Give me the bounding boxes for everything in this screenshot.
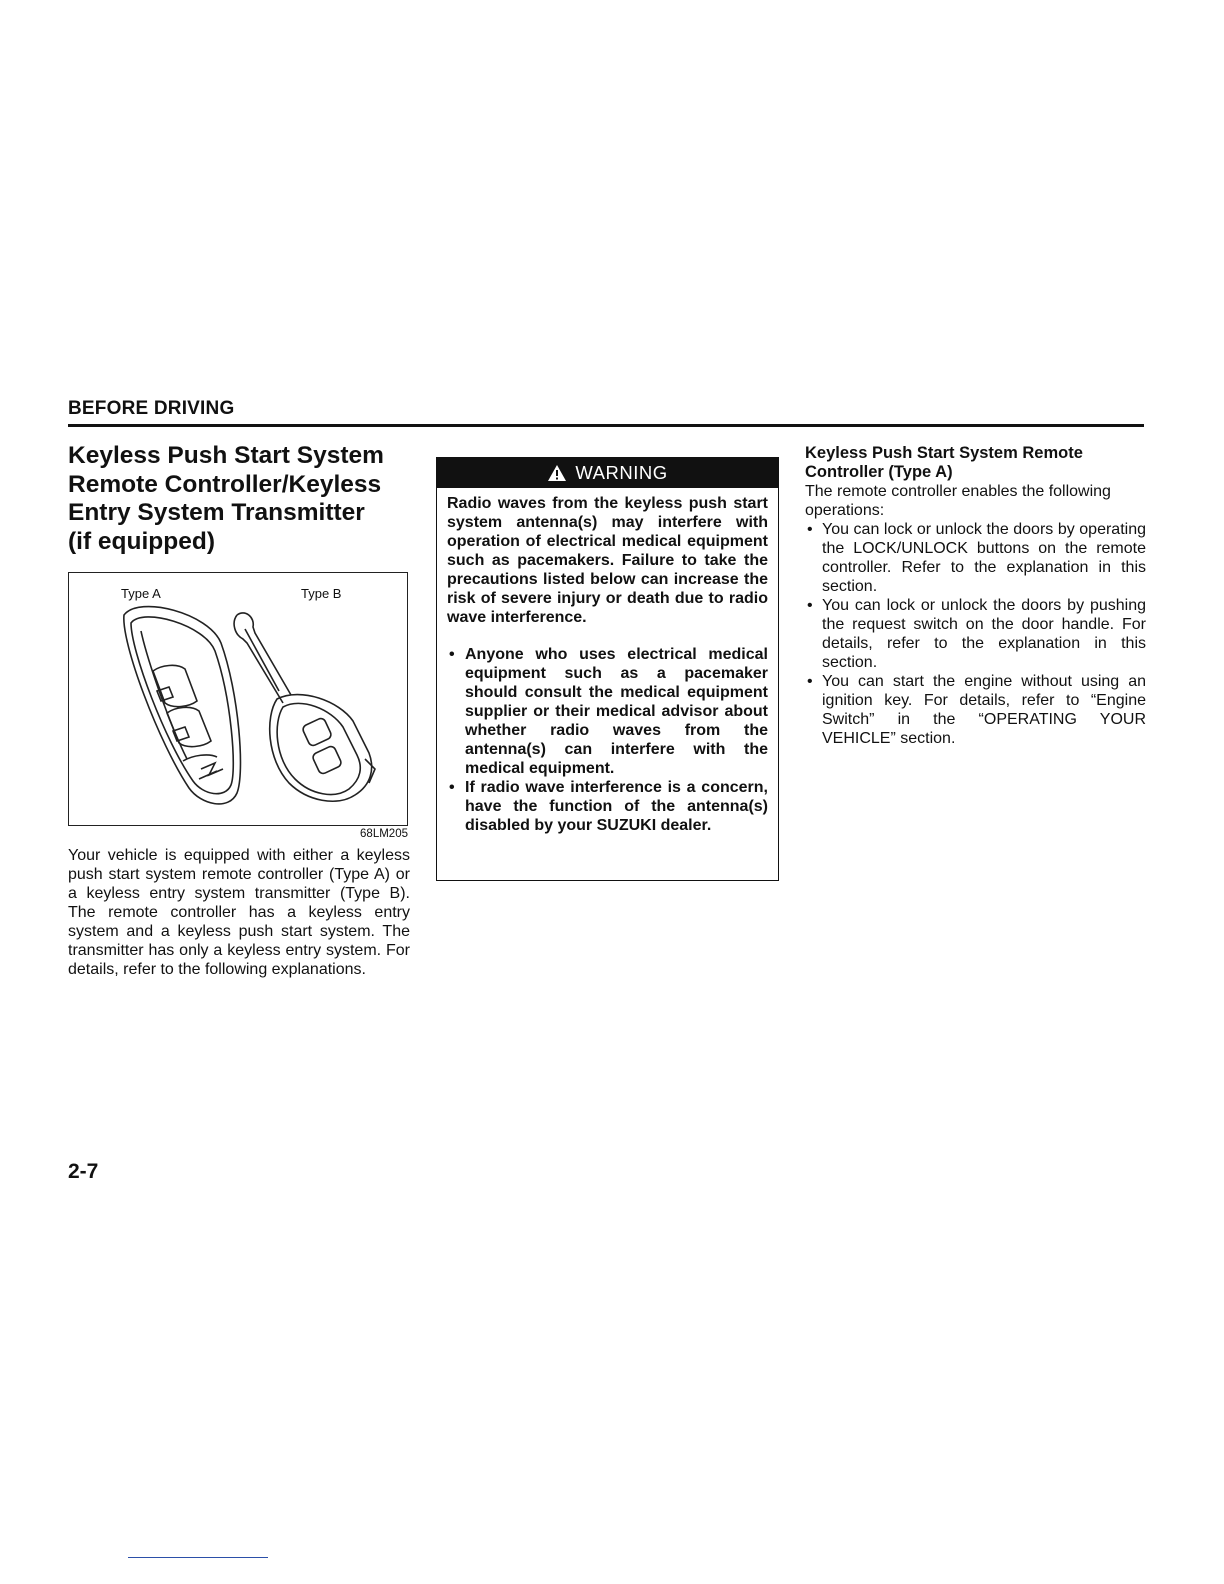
warning-triangle-icon <box>547 464 567 482</box>
warning-body <box>437 488 778 835</box>
warning-item: • If radio wave interference is a concern, have the function of the antenna(s) disabled by your SUZUKI dealer. <box>447 778 768 835</box>
warning-header <box>437 458 778 488</box>
intro-paragraph: Your vehicle is equipped with either a keyless push start system remote controller (Type A) or a keyless entry system transmitter (Type B). The remote controller has a keyless entry system and a keyless push start system. The transmitter has only a keyless entry system. For details, refer to the following explanations. <box>68 847 410 978</box>
type-b-label: Type B <box>301 586 342 601</box>
left-column <box>68 442 410 979</box>
right-intro: The remote controller enables the following operations: <box>805 483 1111 519</box>
warning-paragraph: Radio waves from the keyless push start system antenna(s) may interfere with operation of electrical medical equipment such as pacemakers. Failure to take the precautions listed below can increase the risk of severe injury or death due to radio wave interference. <box>447 495 768 626</box>
right-column <box>805 444 1146 748</box>
sub-heading-line: Controller (Type A) <box>805 463 953 481</box>
transmitter-key-icon <box>234 613 375 801</box>
operations-list <box>805 520 1146 748</box>
page-title <box>68 442 410 556</box>
operation-item: • You can start the engine without using an ignition key. For details, refer to “Engine Switch” in the “OPERATING YOUR VEHICLE” section. <box>805 672 1146 748</box>
type-a-label: Type A <box>121 586 161 601</box>
warning-title: WARNING <box>575 462 668 483</box>
warning-item: • Anyone who uses electrical medical equipment such as a pacemaker should consult the medical equipment supplier or their medical advisor about whether radio waves from the antenna(s) can interfere with the medical equipment. <box>447 645 768 778</box>
page-number: 2-7 <box>68 1160 99 1183</box>
title-line: Remote Controller/Keyless <box>68 470 382 498</box>
operation-item: • You can lock or unlock the doors by operating the LOCK/UNLOCK buttons on the remote controller. Refer to the explanation in this section. <box>805 520 1146 596</box>
title-line: Entry System Transmitter <box>68 499 365 526</box>
title-line: Keyless Push Start System <box>68 442 384 469</box>
figure-code: 68LM205 <box>360 828 408 840</box>
key-drawing <box>69 573 406 824</box>
title-line: (if equipped) <box>68 527 215 555</box>
warning-box <box>436 457 779 881</box>
warning-list <box>447 645 768 835</box>
section-header: BEFORE DRIVING <box>68 398 1144 427</box>
sub-heading <box>805 444 1146 482</box>
key-illustration <box>68 572 408 826</box>
operation-item: • You can lock or unlock the doors by pushing the request switch on the door handle. For details, refer to the explanation in this section. <box>805 596 1146 672</box>
sub-heading-line: Keyless Push Start System Remote <box>805 444 1083 462</box>
bottom-rule <box>128 1557 268 1558</box>
smart-key-fob-icon <box>124 607 241 804</box>
